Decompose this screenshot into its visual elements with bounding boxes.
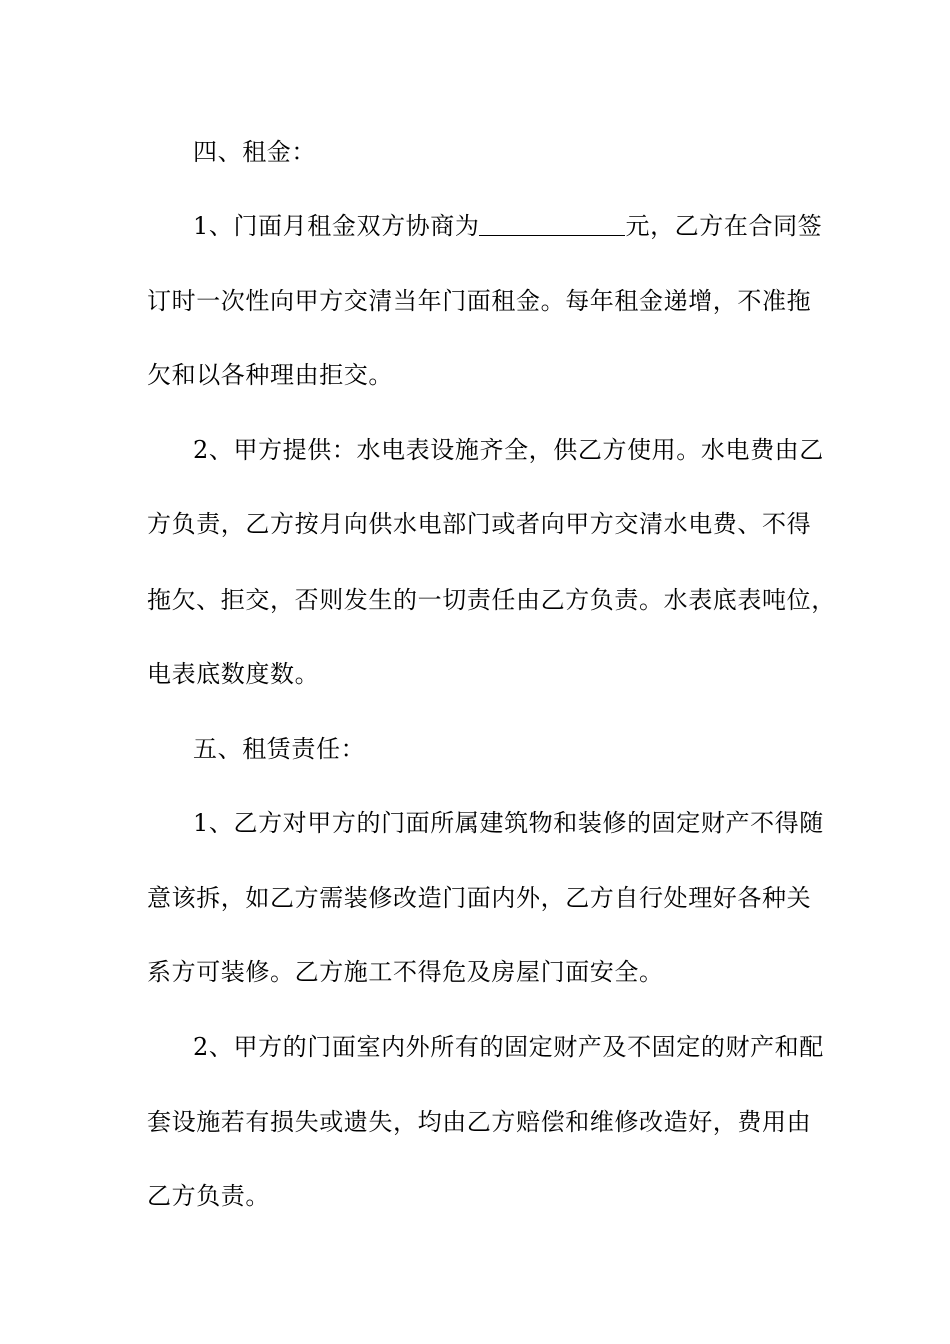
section-heading-rent: 四、租金：: [193, 138, 316, 166]
rent-clause-text-cont: 元，乙方在合同签: [625, 212, 823, 240]
paragraph-line: 拖欠、拒交，否则发生的一切责任由乙方负责。水表底表吨位，: [147, 586, 836, 614]
section-heading-lease-liability: 五、租赁责任：: [193, 735, 366, 763]
paragraph-line: 1、乙方对甲方的门面所属建筑物和装修的固定财产不得随: [193, 809, 824, 837]
paragraph-line: 2、甲方的门面室内外所有的固定财产及不固定的财产和配: [193, 1033, 824, 1061]
paragraph-line: 订时一次性向甲方交清当年门面租金。每年租金递增，不准拖: [147, 287, 812, 315]
paragraph-line: 方负责，乙方按月向供水电部门或者向甲方交清水电费、不得: [147, 510, 812, 538]
rent-amount-blank: [479, 211, 625, 236]
paragraph-line: [193, 211, 822, 241]
rent-clause-text: 1、门面月租金双方协商为: [193, 212, 480, 240]
paragraph-line: 欠和以各种理由拒交。: [147, 361, 393, 389]
paragraph-line: 系方可装修。乙方施工不得危及房屋门面安全。: [147, 958, 664, 986]
paragraph-line: 套设施若有损失或遗失，均由乙方赔偿和维修改造好，费用由: [147, 1108, 812, 1136]
paragraph-line: 2、甲方提供：水电表设施齐全，供乙方使用。水电费由乙: [193, 436, 824, 464]
paragraph-line: 乙方负责。: [147, 1182, 270, 1210]
paragraph-line: 电表底数度数。: [147, 660, 320, 688]
paragraph-line: 意该拆，如乙方需装修改造门面内外，乙方自行处理好各种关: [147, 884, 812, 912]
